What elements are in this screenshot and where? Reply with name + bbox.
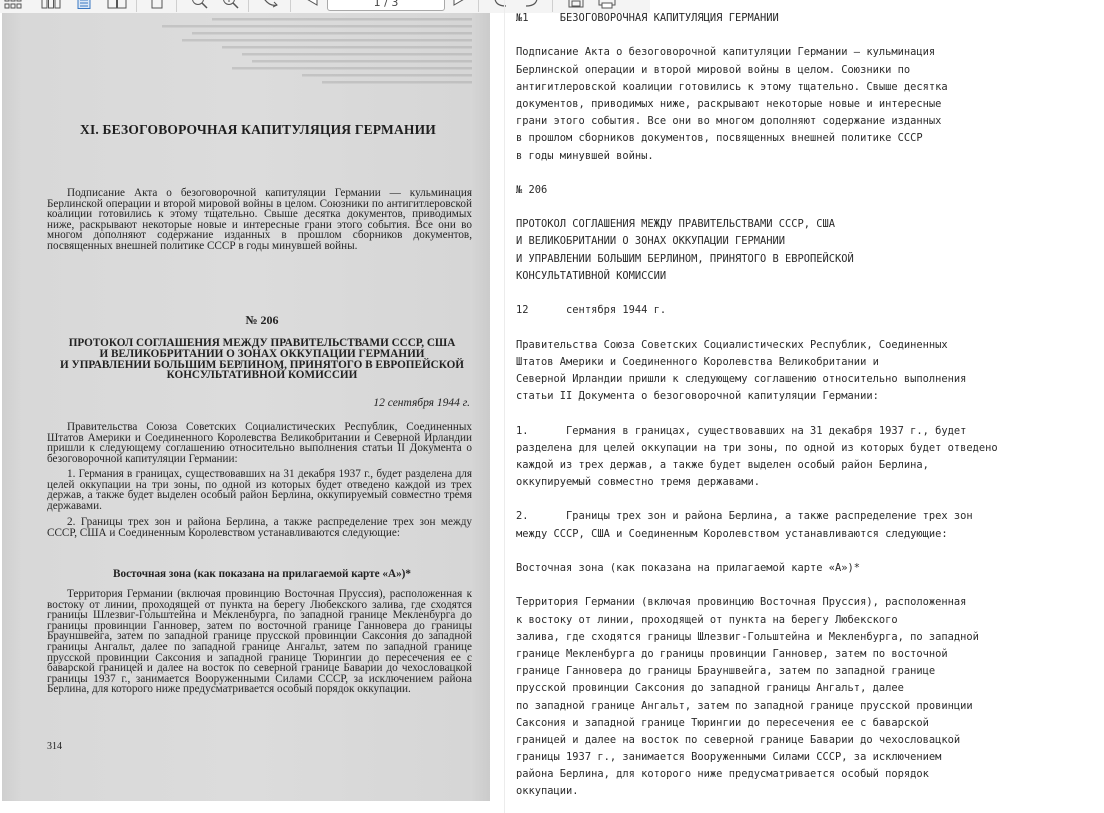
text-line: по западной границе Ангальт, затем по западной границе прусской провинции xyxy=(516,699,973,712)
text-line: антигитлеровской коалиции готовились к этому тщательно. Свыше десятка xyxy=(516,80,948,93)
text-line: в прошлом сборников документов, посвященных внешней политике СССР xyxy=(516,132,923,145)
text-line: Подписание Акта о безоговорочной капитуляции Германии — кульминация xyxy=(516,46,936,59)
scan-paragraph-article-2: 2. Границы трех зон и района Берлина, а также распределение трех зон между СССР, США и Соединенным Королевством устанавливаются следующие: xyxy=(47,516,472,539)
zoom-in-icon[interactable] xyxy=(220,0,242,11)
recognized-text-pane[interactable] xyxy=(516,10,1096,801)
scan-document-date: 12 сентября 1944 г. xyxy=(373,397,470,409)
text-line: района Берлина, для которого ниже предусматривается особый порядок xyxy=(516,768,929,781)
text-line: оккупации. xyxy=(516,785,579,798)
text-line xyxy=(516,491,1096,508)
scan-document-number: № 206 xyxy=(245,313,279,327)
thumbnails-list-icon[interactable] xyxy=(40,0,62,11)
text-line: Территория Германии (включая провинцию Восточная Пруссия), расположенная xyxy=(516,596,967,609)
show-through-bleed xyxy=(42,16,482,96)
rotate-icon[interactable] xyxy=(259,0,281,11)
text-line: №1 БЕЗОГОВОРОЧНАЯ КАПИТУЛЯЦИЯ ГЕРМАНИИ xyxy=(516,12,779,24)
text-line: границе Мекленбурга до границы провинции Ганновер, затем по восточной xyxy=(516,647,948,660)
text-line: каждой из трех держав, а также будет выделен особый район Берлина, xyxy=(516,458,929,471)
text-line: границы 1937 г., занимается Вооруженными Силами СССР, за исключением xyxy=(516,751,942,764)
text-line: № 206 xyxy=(516,183,548,196)
text-line: Саксония и западной границе Тюрингии до пересечения ее с баварской xyxy=(516,716,929,729)
text-line: 2. Границы трех зон и района Берлина, а также распределение трех зон xyxy=(516,510,973,523)
text-line: прусской провинции Саксония до западной границы Ангальт, далее xyxy=(516,682,904,695)
book-view-icon[interactable] xyxy=(106,0,128,11)
text-line: 12 сентября 1944 г. xyxy=(516,304,667,317)
text-line: границей и далее на восток по северной границе Баварии до чехословацкой xyxy=(516,733,961,746)
text-line xyxy=(516,405,1096,422)
text-line: границе Ганновера до границы Брауншвейга, затем по западной границе xyxy=(516,665,936,678)
scan-heading-line: И ВЕЛИКОБРИТАНИИ О ЗОНАХ ОККУПАЦИИ ГЕРМАНИИ xyxy=(99,347,425,360)
text-line: к востоку от линии, проходящей от пункта на берегу Любекского xyxy=(516,613,898,626)
text-line xyxy=(516,319,1096,336)
next-page-icon[interactable] xyxy=(449,0,471,11)
text-line xyxy=(516,199,1096,216)
thumbnails-grid-icon[interactable] xyxy=(2,0,24,11)
scanned-page-view[interactable] xyxy=(2,13,490,801)
text-line: грани этого события. Все они во многом дополняют содержание изданных xyxy=(516,115,942,128)
text-line: И ВЕЛИКОБРИТАНИИ О ЗОНАХ ОККУПАЦИИ ГЕРМАНИИ xyxy=(516,235,785,248)
text-line: Правительства Союза Советских Социалистических Республик, Соединенных xyxy=(516,338,948,351)
text-line: Штатов Америки и Соединенного Королевства Великобритании и xyxy=(516,355,879,368)
text-line: И УПРАВЛЕНИИ БОЛЬШИМ БЕРЛИНОМ, ПРИНЯТОГО В ЕВРОПЕЙСКОЙ xyxy=(516,252,854,265)
text-line: залива, где сходятся границы Шлезвиг-Гольштейна и Мекленбурга, по западной xyxy=(516,630,979,643)
text-line: 1. Германия в границах, существовавших на 31 декабря 1937 г., будет xyxy=(516,424,967,437)
undo-icon[interactable] xyxy=(489,0,511,11)
page-view-icon[interactable] xyxy=(73,0,95,11)
text-line: КОНСУЛЬТАТИВНОЙ КОМИССИИ xyxy=(516,269,667,282)
text-line: документов, приводимых ниже, раскрывают некоторые новые и интересные xyxy=(516,97,942,110)
pane-divider[interactable] xyxy=(504,0,505,813)
text-line: в годы минувшей войны. xyxy=(516,149,654,162)
text-line xyxy=(516,27,1096,44)
scan-intro-paragraph: Подписание Акта о безоговорочной капитуляции Германии — кульминация Берлинской операции и второй мировой войны в целом. Союзники по антигитлеровской коалиции готовились к этому тщательно. Свыше десятка документов, приводимых ниже, раскрывают некоторые новые и интересные грани этого события. Все они во многом дополняют содержание изданных в прошлом сборников документов, посвященных внешней политике СССР в годы минувшей войны. xyxy=(47,187,472,252)
text-line xyxy=(516,285,1096,302)
scan-paragraph-preamble: Правительства Союза Советских Социалистических Республик, Соединенных Штатов Америки и Соединенного Королевства Великобритании и Северной Ирландии пришли к следующему соглашению относительно выполнения статьи II Документа о безоговорочной капитуляции Германии: xyxy=(47,421,472,465)
text-line: ПРОТОКОЛ СОГЛАШЕНИЯ МЕЖДУ ПРАВИТЕЛЬСТВАМИ СССР, США xyxy=(516,218,836,231)
text-line: оккупируемый совместно тремя державами. xyxy=(516,476,760,489)
scan-heading-line: ПРОТОКОЛ СОГЛАШЕНИЯ МЕЖДУ ПРАВИТЕЛЬСТВАМИ СССР, США xyxy=(68,337,456,349)
text-line xyxy=(516,165,1096,182)
single-page-icon[interactable] xyxy=(146,0,168,11)
scan-paragraph-east-zone: Территория Германии (включая провинцию Восточная Пруссия), расположенная к востоку от линии, проходящей от пункта на берегу Любекского залива, где сходятся границы Шлезвиг-Гольштейна и Мекленбурга, по западной границе Мекленбурга до границы провинции Ганновер, затем по восточной границе Ганновера до границы Брауншвейга, затем по западной границе прусской провинции Саксония до западной границы Ангальт, далее по западной границе Ангальт, затем по западной границе прусской провинции Саксония и западной границе Тюрингии до пересечения ее с баварской границей и далее на восток по северной границе Баварии до чехословацкой границы 1937 г., занимается Вооруженными Силами СССР, за исключением района Берлина, для которого ниже предусматривается особый порядок оккупации. xyxy=(47,588,472,696)
scan-page-number: 314 xyxy=(47,741,62,752)
scan-chapter-title: XI. БЕЗОГОВОРОЧНАЯ КАПИТУЛЯЦИЯ ГЕРМАНИИ xyxy=(80,122,436,137)
page-number-input[interactable] xyxy=(327,0,445,11)
previous-page-icon[interactable] xyxy=(300,0,322,11)
text-line: Берлинской операции и второй мировой войны в целом. Союзники по xyxy=(516,63,911,76)
zoom-out-icon[interactable] xyxy=(189,0,211,11)
text-line: разделена для целей оккупации на три зоны, по одной из которых будет отведено xyxy=(516,441,998,454)
text-line xyxy=(516,577,1096,594)
text-line xyxy=(516,543,1096,560)
text-line: между СССР, США и Соединенным Королевством устанавливаются следующие: xyxy=(516,527,948,540)
scan-heading-line: КОНСУЛЬТАТИВНОЙ КОМИССИИ xyxy=(166,369,358,382)
text-line: Северной Ирландии пришли к следующему соглашению относительно выполнения xyxy=(516,372,967,385)
scan-zone-heading: Восточная зона (как показана на прилагаемой карте «А»)* xyxy=(113,568,411,580)
text-line: статьи II Документа о безоговорочной капитуляции Германии: xyxy=(516,390,879,403)
text-line: Восточная зона (как показана на прилагаемой карте «А»)* xyxy=(516,562,861,574)
scan-heading-line: И УПРАВЛЕНИИ БОЛЬШИМ БЕРЛИНОМ, ПРИНЯТОГО В ЕВРОПЕЙСКОЙ xyxy=(60,358,464,371)
scan-document-heading xyxy=(42,338,482,381)
scan-paragraph-article-1: 1. Германия в границах, существовавших на 31 декабря 1937 г., будет разделена для целей оккупации на три зоны, по одной из которых будет отведено каждой из трех держав, а также будет выделен особый район Берлина, оккупируемый совместно тремя державами. xyxy=(47,468,472,512)
